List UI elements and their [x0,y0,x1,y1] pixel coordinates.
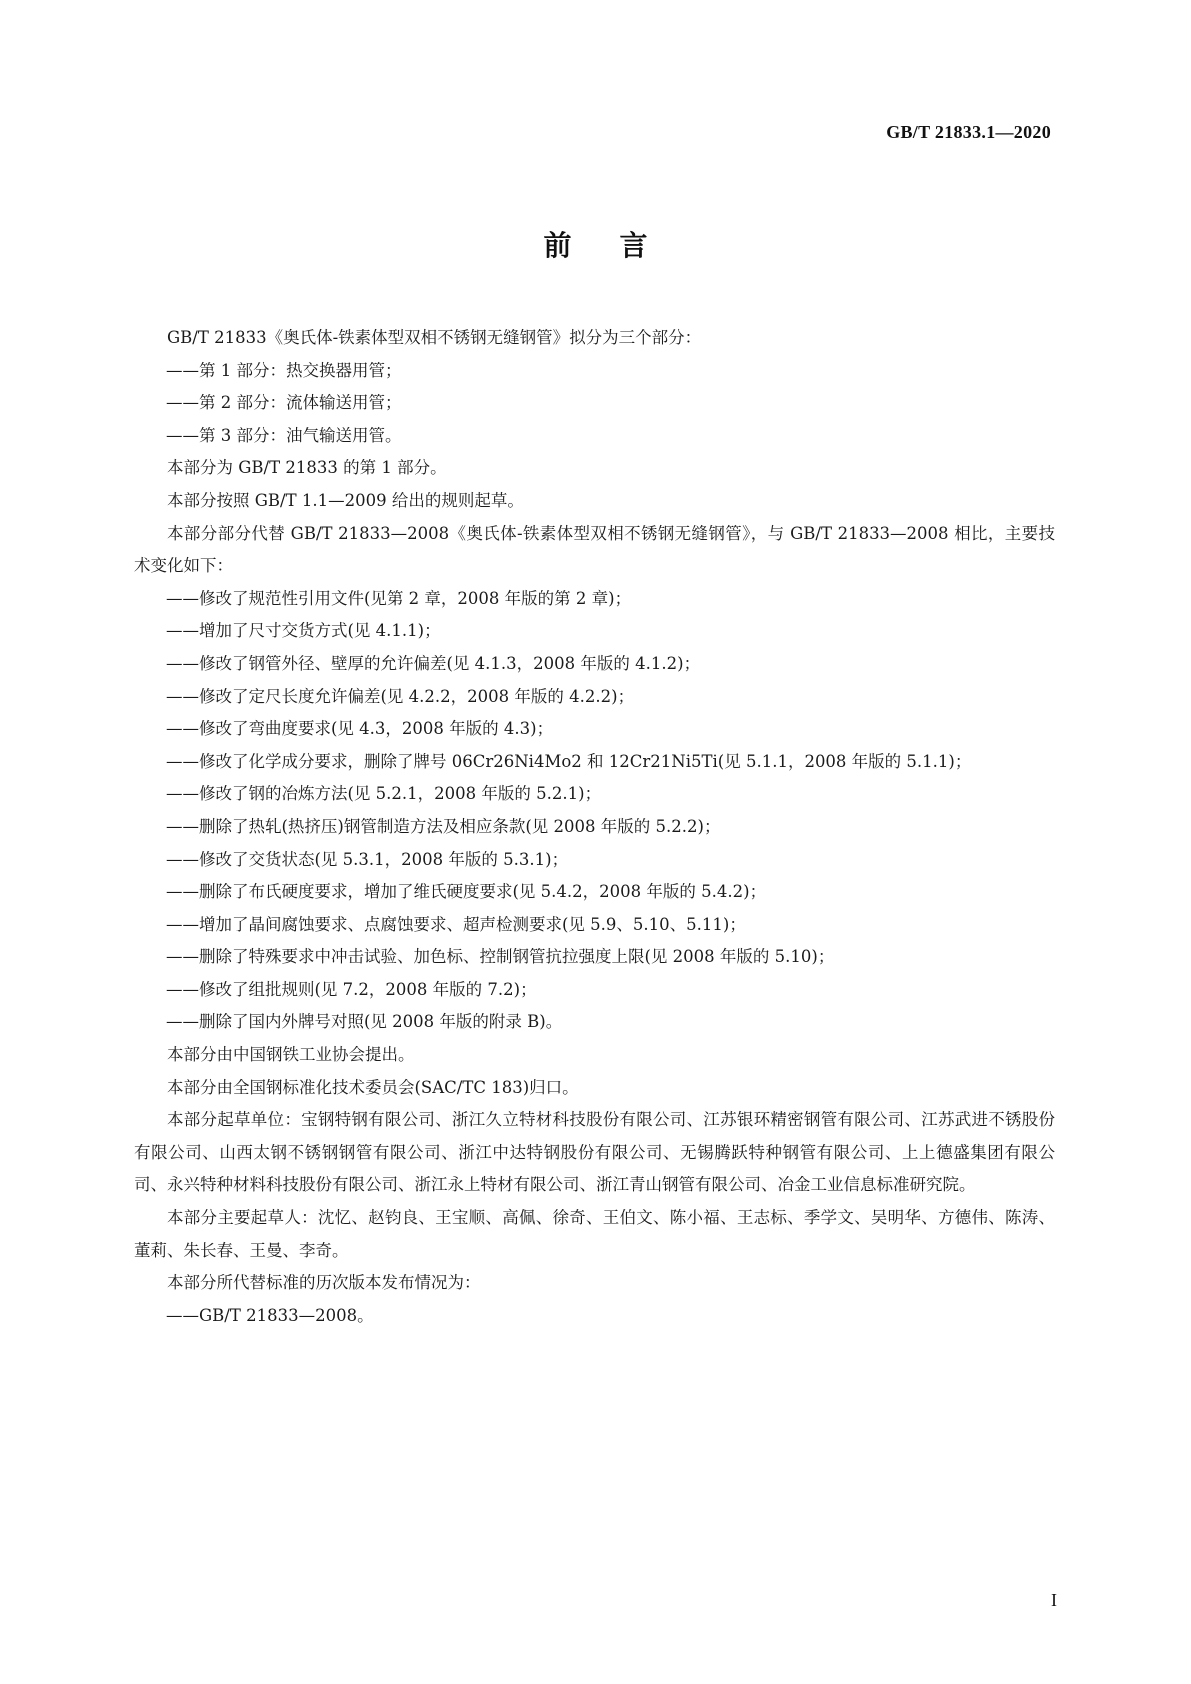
intro-paragraph: GB/T 21833《奥氏体-铁素体型双相不锈钢无缝钢管》拟分为三个部分： [167,328,702,347]
change-item: ——增加了晶间腐蚀要求、点腐蚀要求、超声检测要求(见 5.9、5.10、5.11)； [166,914,746,934]
drafting-rules-paragraph: 本部分按照 GB/T 1.1—2009 给出的规则起草。 [167,490,524,510]
drafting-units-paragraph: 本部分起草单位：宝钢特钢有限公司、浙江久立特材科技股份有限公司、江苏银环精密钢管有限公司、江苏武进不锈股份有限公司、山西太钢不锈钢钢管有限公司、浙江中达特钢股份有限公司、无锡腾跃特种钢管有限公司、上上德盛集团有限公司、永兴特种材料科技股份有限公司、浙江永上特材有限公司、浙江青山钢管有限公司、冶金工业信息标准研究院。 [134,1110,1055,1195]
drafters-paragraph: 本部分主要起草人：沈忆、赵钧良、王宝顺、高佩、徐奇、王伯文、陈小福、王志标、季学文、吴明华、方德伟、陈涛、董莉、朱长春、王曼、李奇。 [134,1208,1055,1260]
change-item: ——修改了组批规则(见 7.2，2008 年版的 7.2)； [166,979,537,999]
change-item: ——修改了弯曲度要求(见 4.3，2008 年版的 4.3)； [166,719,554,739]
centralized-by-paragraph: 本部分由全国钢标准化技术委员会(SAC/TC 183)归口。 [167,1077,579,1097]
replaces-paragraph: 本部分部分代替 GB/T 21833—2008《奥氏体-铁素体型双相不锈钢无缝钢管》，与 GB/T 21833—2008 相比，主要技术变化如下： [134,523,1055,576]
change-item: ——修改了化学成分要求，删除了牌号 06Cr26Ni4Mo2 和 12Cr21Ni5Ti(见 5.1.1，2008 年版的 5.1.1)； [166,751,972,771]
change-item: ——修改了钢管外径、壁厚的允许偏差(见 4.1.3，2008 年版的 4.1.2)； [166,653,701,673]
change-item: ——删除了特殊要求中冲击试验、加色标、控制钢管抗拉强度上限(见 2008 年版的 5.10)； [166,947,835,967]
this-part-paragraph: 本部分为 GB/T 21833 的第 1 部分。 [167,458,447,478]
page-number: I [1051,1590,1057,1610]
part-item: ——第 3 部分：油气输送用管。 [166,425,402,445]
proposed-by-paragraph: 本部分由中国钢铁工业协会提出。 [167,1045,415,1065]
change-item: ——删除了国内外牌号对照(见 2008 年版的附录 B)。 [166,1012,563,1032]
part-item: ——第 1 部分：热交换器用管； [166,360,402,380]
page-title: 前言 [543,229,696,262]
history-intro-paragraph: 本部分所代替标准的历次版本发布情况为： [167,1273,481,1293]
change-item: ——删除了布氏硬度要求，增加了维氏硬度要求(见 5.4.2，2008 年版的 5.4.2)； [166,882,767,902]
change-item: ——删除了热轧(热挤压)钢管制造方法及相应条款(见 2008 年版的 5.2.2)； [166,816,721,836]
change-item: ——增加了尺寸交货方式(见 4.1.1)； [166,621,441,641]
part-item: ——第 2 部分：流体输送用管； [166,393,402,413]
change-item: ——修改了钢的冶炼方法(见 5.2.1，2008 年版的 5.2.1)； [166,784,602,804]
change-item: ——修改了定尺长度允许偏差(见 4.2.2，2008 年版的 4.2.2)； [166,686,635,706]
standard-code: GB/T 21833.1—2020 [886,122,1051,142]
foreword-body [134,322,1055,1332]
history-item: ——GB/T 21833—2008。 [166,1305,374,1325]
change-item: ——修改了规范性引用文件(见第 2 章，2008 年版的第 2 章)； [166,588,632,608]
change-item: ——修改了交货状态(见 5.3.1，2008 年版的 5.3.1)； [166,849,569,869]
